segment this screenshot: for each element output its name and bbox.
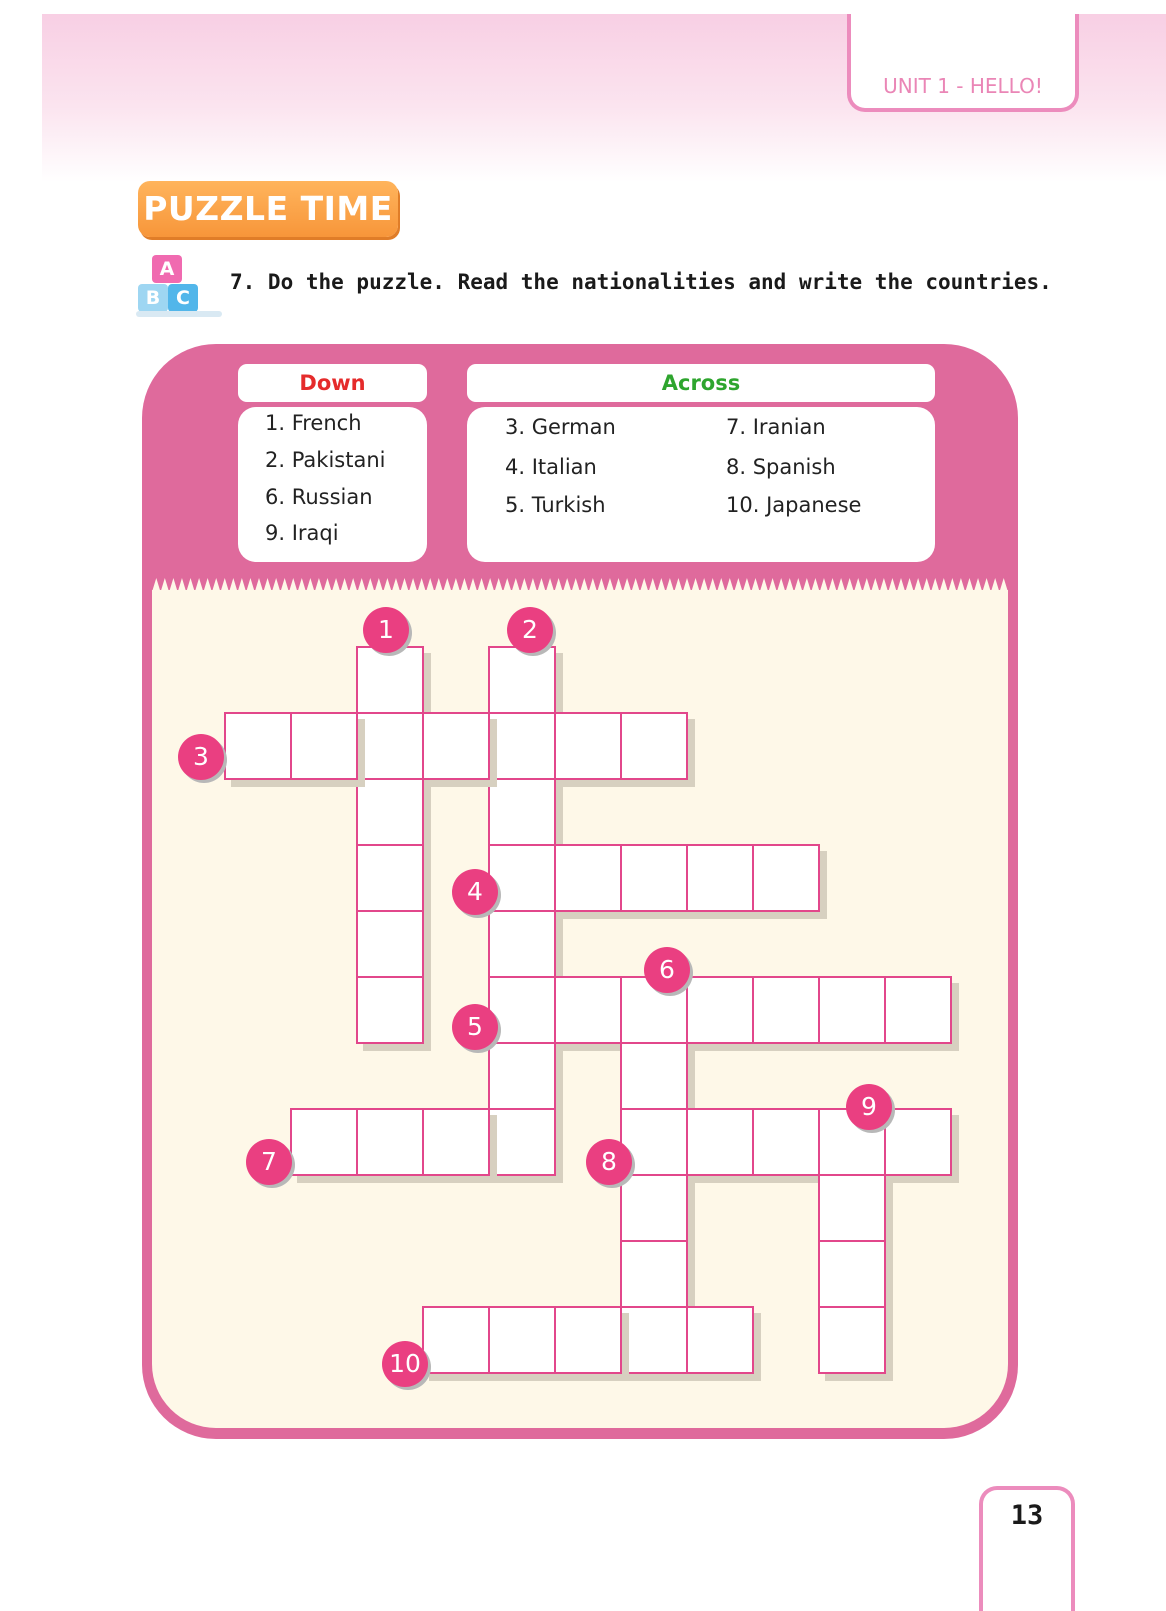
crossword-cell[interactable]: [554, 712, 622, 780]
across-clue: 7. Iranian: [726, 415, 826, 439]
zigzag-edge: [152, 578, 1008, 592]
crossword-cell[interactable]: [488, 1042, 556, 1110]
crossword-cell[interactable]: [884, 976, 952, 1044]
across-clue: 10. Japanese: [726, 493, 862, 517]
across-clue: 5. Turkish: [505, 493, 606, 517]
unit-tab: [847, 14, 1079, 112]
abc-blocks-icon: [136, 253, 222, 321]
crossword-cell[interactable]: [422, 712, 490, 780]
across-clue: 8. Spanish: [726, 455, 836, 479]
clue-number-badge: 6: [644, 947, 690, 993]
crossword-cell[interactable]: [422, 1306, 490, 1374]
crossword-cell[interactable]: [224, 712, 292, 780]
clue-number-badge: 7: [246, 1139, 292, 1185]
crossword-cell[interactable]: [356, 712, 424, 780]
across-clues-title: Across: [467, 364, 935, 402]
crossword-cell[interactable]: [818, 1240, 886, 1308]
crossword-cell[interactable]: [752, 976, 820, 1044]
crossword-cell[interactable]: [686, 976, 754, 1044]
down-clue: 6. Russian: [265, 485, 373, 509]
crossword-cell[interactable]: [818, 976, 886, 1044]
down-clue: 9. Iraqi: [265, 521, 339, 545]
down-clues-title: Down: [238, 364, 427, 402]
page-number-tab: [979, 1486, 1075, 1611]
crossword-cell[interactable]: [356, 844, 424, 912]
clue-number-badge: 10: [382, 1341, 428, 1387]
clue-number-badge: 8: [586, 1139, 632, 1185]
page-number: 13: [1010, 1500, 1044, 1531]
crossword-cell[interactable]: [818, 1174, 886, 1242]
crossword-cell[interactable]: [620, 1042, 688, 1110]
crossword-cell[interactable]: [752, 1108, 820, 1176]
unit-label: UNIT 1 - HELLO!: [883, 74, 1043, 98]
crossword-cell[interactable]: [686, 844, 754, 912]
crossword-cell[interactable]: [290, 1108, 358, 1176]
crossword-cell[interactable]: [290, 712, 358, 780]
crossword-cell[interactable]: [356, 976, 424, 1044]
crossword-cell[interactable]: [488, 646, 556, 714]
crossword-cell[interactable]: [488, 910, 556, 978]
crossword-cell[interactable]: [488, 1108, 556, 1176]
crossword-cell[interactable]: [620, 1306, 688, 1374]
crossword-cell[interactable]: [686, 1108, 754, 1176]
down-clue: 1. French: [265, 411, 362, 435]
block-c: C: [168, 284, 198, 312]
across-clue: 3. German: [505, 415, 616, 439]
exercise-instruction: 7. Do the puzzle. Read the nationalities and write the countries.: [230, 270, 1052, 294]
crossword-cell[interactable]: [620, 1240, 688, 1308]
clue-number-badge: 5: [452, 1004, 498, 1050]
crossword-cell[interactable]: [752, 844, 820, 912]
crossword-cell[interactable]: [686, 1306, 754, 1374]
across-clues-box: [467, 407, 935, 562]
blocks-shadow: [136, 311, 222, 317]
crossword-cell[interactable]: [620, 1174, 688, 1242]
crossword-cell[interactable]: [356, 778, 424, 846]
clue-number-badge: 9: [846, 1084, 892, 1130]
crossword-cell[interactable]: [554, 1306, 622, 1374]
clue-number-badge: 1: [363, 607, 409, 653]
crossword-cell[interactable]: [356, 1108, 424, 1176]
down-clues-box: [238, 407, 427, 562]
crossword-cell[interactable]: [488, 976, 556, 1044]
crossword-cell[interactable]: [620, 844, 688, 912]
crossword-cell[interactable]: [554, 844, 622, 912]
section-title: PUZZLE TIME: [138, 181, 398, 237]
down-clue: 2. Pakistani: [265, 448, 386, 472]
clue-number-badge: 4: [452, 869, 498, 915]
crossword-cell[interactable]: [554, 976, 622, 1044]
crossword-cell[interactable]: [488, 1306, 556, 1374]
crossword-cell[interactable]: [356, 646, 424, 714]
crossword-cell[interactable]: [884, 1108, 952, 1176]
crossword-cell[interactable]: [620, 712, 688, 780]
crossword-cell[interactable]: [488, 712, 556, 780]
across-clue: 4. Italian: [505, 455, 597, 479]
crossword-cell[interactable]: [488, 844, 556, 912]
clue-number-badge: 2: [507, 607, 553, 653]
block-a: A: [152, 255, 182, 283]
crossword-cell[interactable]: [422, 1108, 490, 1176]
clue-number-badge: 3: [178, 734, 224, 780]
crossword-cell[interactable]: [818, 1306, 886, 1374]
crossword-cell[interactable]: [356, 910, 424, 978]
crossword-cell[interactable]: [488, 778, 556, 846]
block-b: B: [138, 284, 168, 312]
